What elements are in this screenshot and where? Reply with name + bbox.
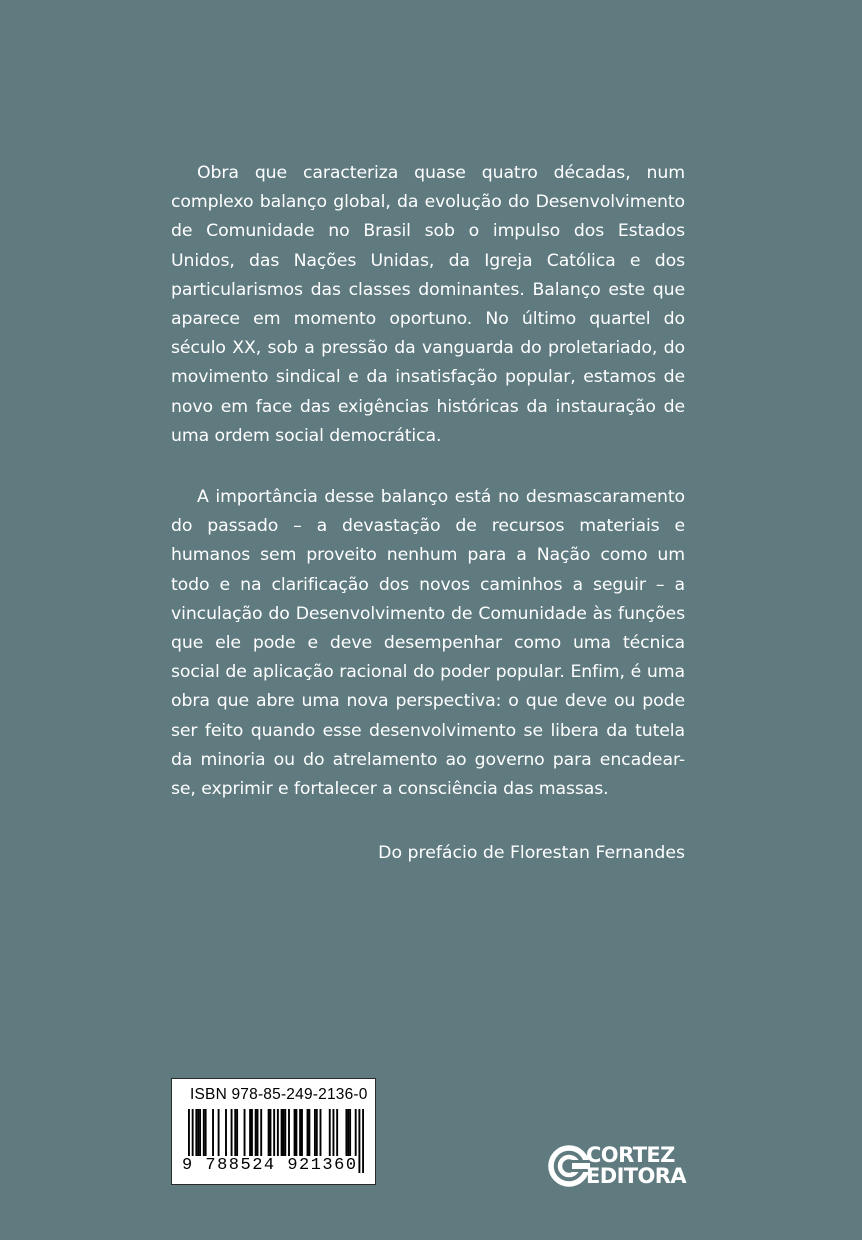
- barcode-bar: [255, 1109, 257, 1159]
- barcode-bar: [281, 1109, 283, 1159]
- barcode-digits-text: 9 788524 921360: [182, 1156, 358, 1175]
- barcode-bar: [249, 1109, 251, 1159]
- barcode-bar: [307, 1109, 309, 1159]
- barcode-bar: [197, 1109, 199, 1159]
- barcode-bar: [295, 1109, 297, 1159]
- barcode-bar: [260, 1109, 262, 1159]
- barcode-bar: [231, 1109, 233, 1159]
- barcode-bar: [244, 1109, 246, 1159]
- barcode-bar: [301, 1109, 303, 1159]
- barcode-bar: [333, 1109, 335, 1159]
- barcode-bar: [257, 1109, 259, 1159]
- synopsis-text-1: Obra que caracteriza quase quatro décadas, num complexo balanço global, da evolução do Desenvolvimento de Comunidade no Brasil sob o impulso dos Estados Unidos, das Nações Unidas, da Igreja Católica e dos particularismos das classes dominantes. Balanço este que aparece em momento oportuno. No último quartel do século XX, sob a pressão da vanguarda do proletariado, do movimento sindical e da insatisfação popular, estamos de novo em face das exigências históricas da instauração de uma ordem social democrática.: [171, 163, 685, 446]
- logo-word-editora: EDITORA: [586, 1164, 686, 1188]
- cortez-editora-logo: [548, 1143, 688, 1189]
- barcode-bar: [236, 1109, 238, 1159]
- barcode-bar: [268, 1109, 270, 1159]
- barcode-bar: [347, 1109, 349, 1159]
- barcode-bar: [316, 1109, 318, 1159]
- barcode-bar: [288, 1109, 290, 1159]
- barcode-bar: [336, 1109, 338, 1159]
- synopsis-paragraph-1: [171, 159, 685, 451]
- barcode-bar: [270, 1109, 272, 1159]
- barcode-bar: [349, 1109, 351, 1159]
- barcode-bar: [284, 1109, 286, 1159]
- logo-word-cortez: CORTEZ: [586, 1143, 675, 1167]
- barcode-bar: [205, 1109, 207, 1159]
- preface-attribution: Do prefácio de Florestan Fernandes: [378, 843, 685, 863]
- barcode-bar: [299, 1109, 301, 1159]
- isbn-label: ISBN 978-85-249-2136-0: [190, 1086, 368, 1103]
- barcode-bar: [195, 1109, 197, 1159]
- barcode-bar: [282, 1109, 284, 1159]
- barcode-bar: [218, 1109, 220, 1159]
- synopsis-text-2: A importância desse balanço está no desmascaramento do passado – a devastação de recursos materiais e humanos sem proveito nenhum para a Nação como um todo e na clarificação dos novos caminhos a seguir – a vinculação do Desenvolvimento de Comunidade às funções que ele pode e deve desempenhar como uma técnica social de aplicação racional do poder popular. Enfim, é uma obra que abre uma nova perspectiva: o que deve ou pode ser feito quando esse desenvolvimento se libera da tutela da minoria ou do atrelamento ao governo para encadear-se, exprimir e fortalecer a consciência das massas.: [171, 487, 685, 800]
- barcode-bar: [251, 1109, 253, 1159]
- cortez-logo-icon: [548, 1145, 590, 1187]
- barcode-bar: [314, 1109, 316, 1159]
- barcode-bar: [212, 1109, 214, 1159]
- synopsis-paragraph-2: [171, 483, 685, 804]
- barcode-bar: [199, 1109, 201, 1159]
- barcode-bar: [345, 1109, 347, 1159]
- barcode-bar: [234, 1109, 236, 1159]
- barcode-bar: [294, 1109, 296, 1159]
- barcode-bar: [225, 1109, 227, 1159]
- barcode-bar: [355, 1109, 357, 1159]
- barcode-bar: [320, 1109, 322, 1159]
- isbn-barcode: [171, 1078, 376, 1185]
- barcode-bar: [203, 1109, 205, 1159]
- barcode-bar: [329, 1109, 331, 1159]
- barcode-bar: [308, 1109, 310, 1159]
- barcode-digits: [182, 1155, 368, 1177]
